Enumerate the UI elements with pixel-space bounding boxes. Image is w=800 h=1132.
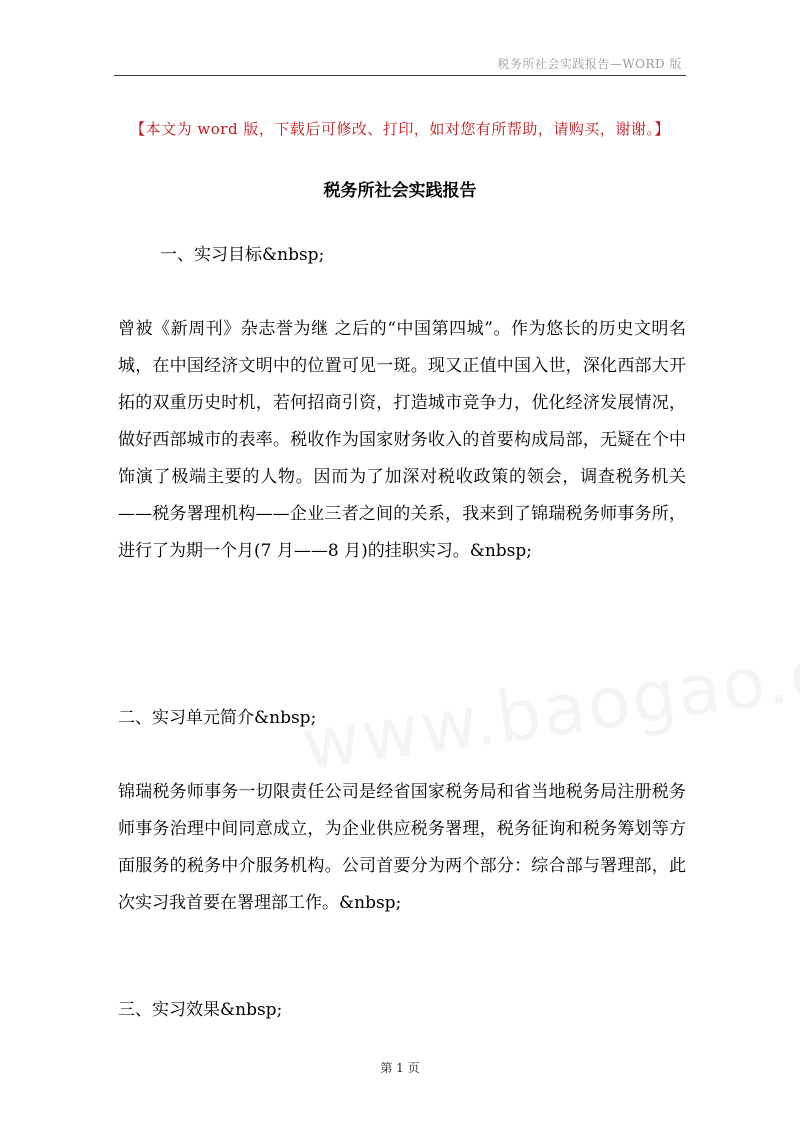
header-divider — [114, 75, 686, 76]
section-heading-results: 三、实习效果&nbsp; — [118, 1000, 283, 1020]
section-heading-unit-intro: 二、实习单元简介&nbsp; — [118, 708, 317, 728]
section-heading-goals: 一、实习目标&nbsp; — [160, 245, 325, 265]
document-title: 税务所社会实践报告 — [323, 181, 477, 201]
purchase-notice: 【本文为 word 版，下载后可修改、打印，如对您有所帮助，请购买，谢谢。】 — [130, 120, 670, 138]
section-paragraph-goals: 曾被《新周刊》杂志誉为继 之后的“中国第四城”。作为悠长的历史文明名城，在中国经济文明中的位置可见一斑。现又正值中国入世，深化西部大开拓的双重历史时机，若何招商引资，打造城市竞争力，优化经济发展情况，做好西部城市的表率。税收作为国家财务收入的首要构成局部，无疑在个中饰演了极端主要的人物。因而为了加深对税收政策的领会，调查税务机关——税务署理机构——企业三者之间的关系，我来到了锦瑞税务师事务所，进行了为期一个月(7 月——8 月)的挂职实习。&nbsp; — [118, 319, 686, 561]
page-number: 第 1 页 — [380, 1061, 420, 1075]
section-paragraph-unit-intro: 锦瑞税务师事务一切限责任公司是经省国家税务局和省当地税务局注册税务师事务治理中间同意成立，为企业供应税务署理，税务征询和税务筹划等方面服务的税务中介服务机构。公司首要分为两个部分：综合部与署理部，此次实习我首要在署理部工作。&nbsp; — [118, 782, 686, 913]
running-title: 税务所社会实践报告—WORD 版 — [497, 57, 682, 71]
watermark-text — [297, 615, 800, 786]
